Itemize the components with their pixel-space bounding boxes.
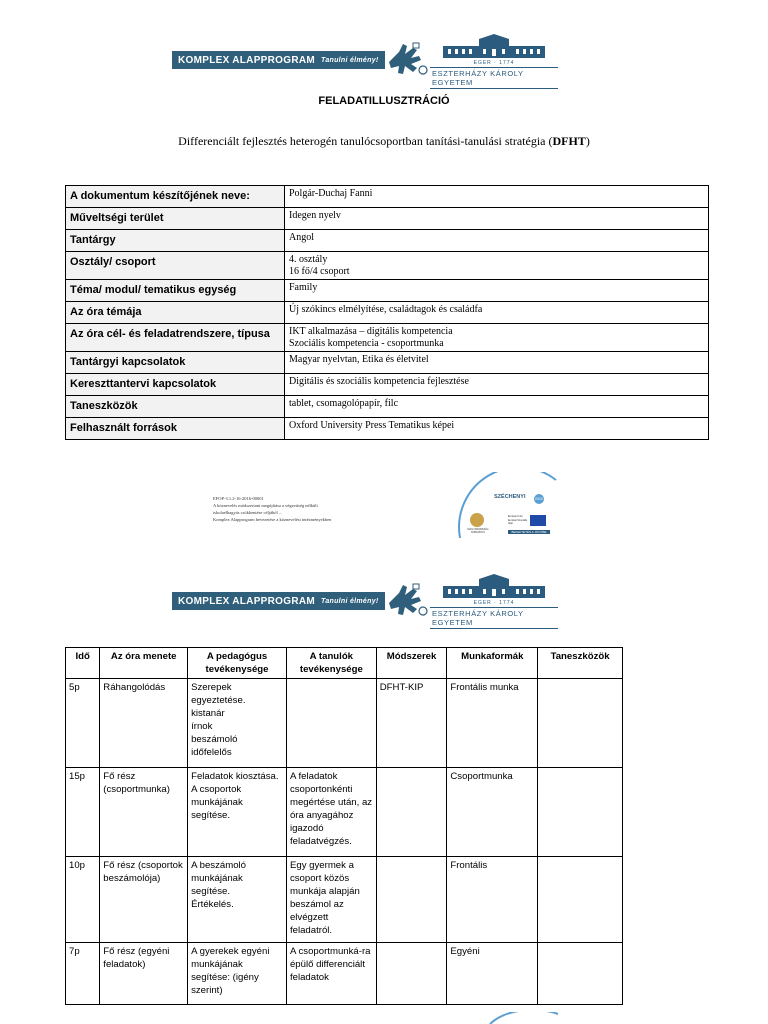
- ekke-year: EGER · 1774: [473, 600, 515, 606]
- lesson-cell: [538, 768, 623, 857]
- lesson-cell: Feladatok kiosztása. A csoportok munkájának segítése.: [188, 768, 287, 857]
- info-value: Oxford University Press Tematikus képei: [285, 418, 709, 440]
- university-building-icon: [439, 34, 549, 60]
- logo-text: KOMPLEX ALAPPROGRAM: [178, 54, 315, 66]
- footer-line: A köznevelés módszertani megújítása a végzettség nélküli: [213, 503, 318, 508]
- logo-script: Tanulni élmény!: [321, 597, 379, 605]
- lesson-cell: Egyéni: [447, 943, 538, 1005]
- arc-icon: [488, 1012, 568, 1024]
- lesson-cell: Fő rész (egyéni feladatok): [100, 943, 188, 1005]
- lesson-cell: Szerepek egyeztetése. kistanár írnok beszámoló időfelelős: [188, 679, 287, 768]
- info-key: Kereszttantervi kapcsolatok: [66, 374, 285, 396]
- lesson-cell: A csoportmunká-ra épülő differenciált feladatok: [286, 943, 376, 1005]
- info-row: [66, 186, 709, 208]
- lesson-cell: A beszámoló munkájának segítése. Értékelés.: [188, 857, 287, 943]
- lesson-cell: Ráhangolódás: [100, 679, 188, 768]
- info-row: [66, 396, 709, 418]
- lesson-cell: A feladatok csoportonkénti megértése után, az óra anyagához igazodó feladatvégzés.: [286, 768, 376, 857]
- info-key: Tantárgyi kapcsolatok: [66, 352, 285, 374]
- info-value: Magyar nyelvtan, Etika és életvitel: [285, 352, 709, 374]
- lesson-cell: [376, 943, 447, 1005]
- lesson-cell: Frontális: [447, 857, 538, 943]
- info-row: [66, 302, 709, 324]
- info-row: [66, 418, 709, 440]
- lesson-cell: 15p: [66, 768, 100, 857]
- info-key: A dokumentum készítőjének neve:: [66, 186, 285, 208]
- lesson-header-cell: Munkaformák: [447, 648, 538, 679]
- info-key: Osztály/ csoport: [66, 252, 285, 280]
- document-title: FELADATILLUSZTRÁCIÓ: [318, 95, 450, 107]
- ekke-year: EGER · 1774: [473, 60, 515, 66]
- info-table: [65, 185, 709, 440]
- document-subtitle: Differenciált fejlesztés heterogén tanulócsoportban tanítási-tanulási stratégia (DFHT): [178, 134, 590, 148]
- lesson-cell: [376, 768, 447, 857]
- lesson-header-cell: Taneszközök: [538, 648, 623, 679]
- szechenyi-text: SZÉCHENYI: [494, 494, 526, 500]
- lesson-cell: Frontális munka: [447, 679, 538, 768]
- info-value: Új szókincs elmélyítése, családtagok és családfa: [285, 302, 709, 324]
- lesson-cell: A gyerekek egyéni munkájának segítése: (igény szerint): [188, 943, 287, 1005]
- info-key: Taneszközök: [66, 396, 285, 418]
- eszterhazy-logo: [430, 34, 558, 89]
- ekke-name: ESZTERHÁZY KÁROLY EGYETEM: [430, 607, 558, 629]
- info-key: Felhasznált források: [66, 418, 285, 440]
- university-building-icon: [439, 574, 549, 600]
- efop-footer-text: [213, 495, 363, 523]
- info-key: Téma/ modul/ tematikus egység: [66, 280, 285, 302]
- logo-text: KOMPLEX ALAPPROGRAM: [178, 595, 315, 607]
- info-value: tablet, csomagolópapír, filc: [285, 396, 709, 418]
- eszterhazy-logo-2: [430, 574, 558, 629]
- info-value: IKT alkalmazása – digitális kompetencia Szociális kompetencia - csoportmunka: [285, 324, 709, 352]
- lesson-cell: Egy gyermek a csoport közös munkája alapján beszámol az elvégzett feladatról.: [286, 857, 376, 943]
- lesson-row: [66, 857, 623, 943]
- gov-text: MAGYARORSZÁG KORMÁNYA: [467, 528, 489, 534]
- lesson-header-cell: A tanulók tevékenysége: [286, 648, 376, 679]
- footer-line: Komplex Alapprogram bevezetése a köznevelési intézményekben: [213, 517, 332, 522]
- lesson-cell: Fő rész (csoportok beszámolója): [100, 857, 188, 943]
- info-row: [66, 230, 709, 252]
- info-row: [66, 374, 709, 396]
- eu-flag-icon: [530, 515, 546, 526]
- lesson-cell: 5p: [66, 679, 100, 768]
- lesson-header-cell: A pedagógus tevékenysége: [188, 648, 287, 679]
- info-value: Angol: [285, 230, 709, 252]
- info-row: [66, 208, 709, 230]
- lesson-cell: DFHT-KIP: [376, 679, 447, 768]
- lesson-cell: [286, 679, 376, 768]
- info-row: [66, 280, 709, 302]
- komplex-alapprogram-logo-2: [172, 585, 431, 617]
- lesson-row: [66, 768, 623, 857]
- lesson-plan-table: [65, 647, 623, 1005]
- lesson-cell: Fő rész (csoportmunka): [100, 768, 188, 857]
- lesson-header-cell: Módszerek: [376, 648, 447, 679]
- info-value: Polgár-Duchaj Fanni: [285, 186, 709, 208]
- info-value: 4. osztály 16 fő/4 csoport: [285, 252, 709, 280]
- logo-script: Tanulni élmény!: [321, 56, 379, 64]
- hand-puzzle-icon: [385, 42, 431, 78]
- info-row: [66, 252, 709, 280]
- footer-line: EFOP-3.1.2-16-2016-00001: [213, 496, 264, 501]
- lesson-cell: [538, 857, 623, 943]
- szechenyi-number: 2020: [535, 497, 543, 501]
- komplex-alapprogram-logo: [172, 44, 431, 76]
- hand-puzzle-icon: [385, 583, 431, 619]
- lesson-row: [66, 943, 623, 1005]
- info-value: Digitális és szociális kompetencia fejlesztése: [285, 374, 709, 396]
- invest-text: BEFEKTETÉS A JÖVŐBE: [508, 530, 550, 534]
- lesson-cell: 10p: [66, 857, 100, 943]
- info-value: Idegen nyelv: [285, 208, 709, 230]
- info-value: Family: [285, 280, 709, 302]
- hungary-coat-icon: [470, 513, 484, 527]
- lesson-header-row: [66, 648, 623, 679]
- lesson-cell: [538, 943, 623, 1005]
- info-key: Az óra témája: [66, 302, 285, 324]
- ekke-name: ESZTERHÁZY KÁROLY EGYETEM: [430, 67, 558, 89]
- info-row: [66, 324, 709, 352]
- lesson-cell: Csoportmunka: [447, 768, 538, 857]
- lesson-cell: [376, 857, 447, 943]
- lesson-header-cell: Idő: [66, 648, 100, 679]
- footer-line: iskolaelhagyás csökkentése céljából –: [213, 510, 282, 515]
- lesson-cell: [538, 679, 623, 768]
- info-row: [66, 352, 709, 374]
- info-key: Műveltségi terület: [66, 208, 285, 230]
- szechenyi-badge: [456, 472, 560, 540]
- lesson-header-cell: Az óra menete: [100, 648, 188, 679]
- lesson-row: [66, 679, 623, 768]
- lesson-cell: 7p: [66, 943, 100, 1005]
- eu-text: Európai Unió Európai Szociális Alap: [508, 515, 528, 525]
- info-key: Az óra cél- és feladatrendszere, típusa: [66, 324, 285, 352]
- info-key: Tantárgy: [66, 230, 285, 252]
